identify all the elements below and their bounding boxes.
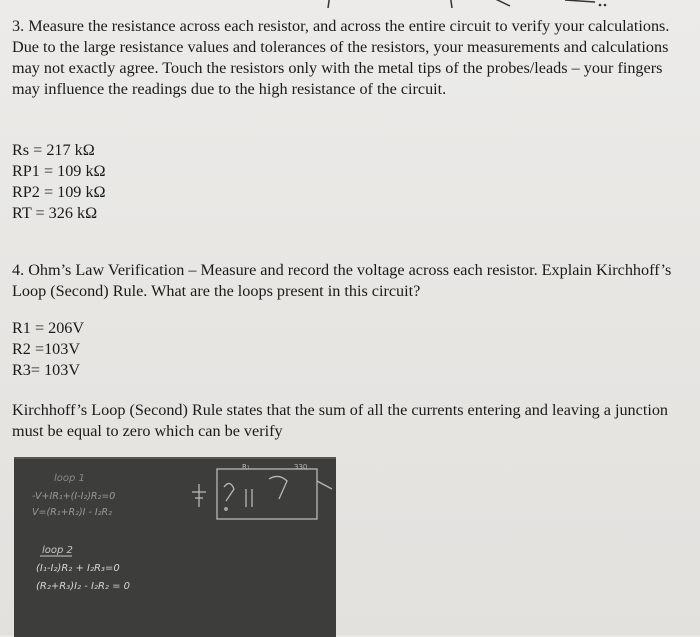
- svg-text:R₁: R₁: [242, 463, 250, 471]
- value-rt: RT = 326 kΩ: [12, 204, 98, 222]
- loop2-equation-2: (R₂+R₃)I₂ - I₂R₂ = 0: [36, 581, 131, 592]
- circuit-sketch: [192, 469, 332, 519]
- value-r3: R3= 103V: [12, 361, 81, 379]
- loop1-equation-1: -V+IR₁+(I-I₂)R₂=0: [32, 491, 116, 502]
- loop2-label: loop 2: [42, 545, 73, 556]
- question-4-text: 4. Ohm’s Law Verification – Measure and record the voltage across each resistor. Explain Kirchhoff’s Loop (Second) Rule. What are the loops present in this circuit?: [12, 261, 672, 300]
- kirchhoff-answer-text: Kirchhoff’s Loop (Second) Rule states that the sum of all the currents entering and leaving a junction must be equal to zero which can be verify: [12, 401, 669, 440]
- loop1-equation-2: V=(R₁+R₂)I - I₂R₂: [32, 507, 112, 518]
- loop1-label: loop 1: [54, 473, 85, 484]
- value-r2: R2 =103V: [12, 340, 81, 358]
- value-rs: Rs = 217 kΩ: [12, 141, 95, 159]
- svg-text:330: 330: [294, 463, 308, 471]
- question-3-text: 3. Measure the resistance across each resistor, and across the entire circuit to verify your calculations. Due to the large resistance values and tolerances of the resistors, your measurements and calculations may not exactly agree. Touch the resistors only with the metal tips of the probes/leads – your fingers may influence the readings due to the high resistance of the circuit.: [12, 17, 670, 98]
- value-r1: R1 = 206V: [12, 319, 85, 337]
- handwriting-sketch: [14, 459, 336, 637]
- loop2-equation-1: (I₁-I₂)R₂ + I₂R₃=0: [36, 563, 120, 574]
- value-rp1: RP1 = 109 kΩ: [12, 162, 106, 180]
- value-rp2: RP2 = 109 kΩ: [12, 183, 106, 201]
- q4-voltage-values: [12, 318, 84, 381]
- q3-resistance-values: [12, 140, 106, 224]
- handwritten-work-photo: [14, 457, 336, 637]
